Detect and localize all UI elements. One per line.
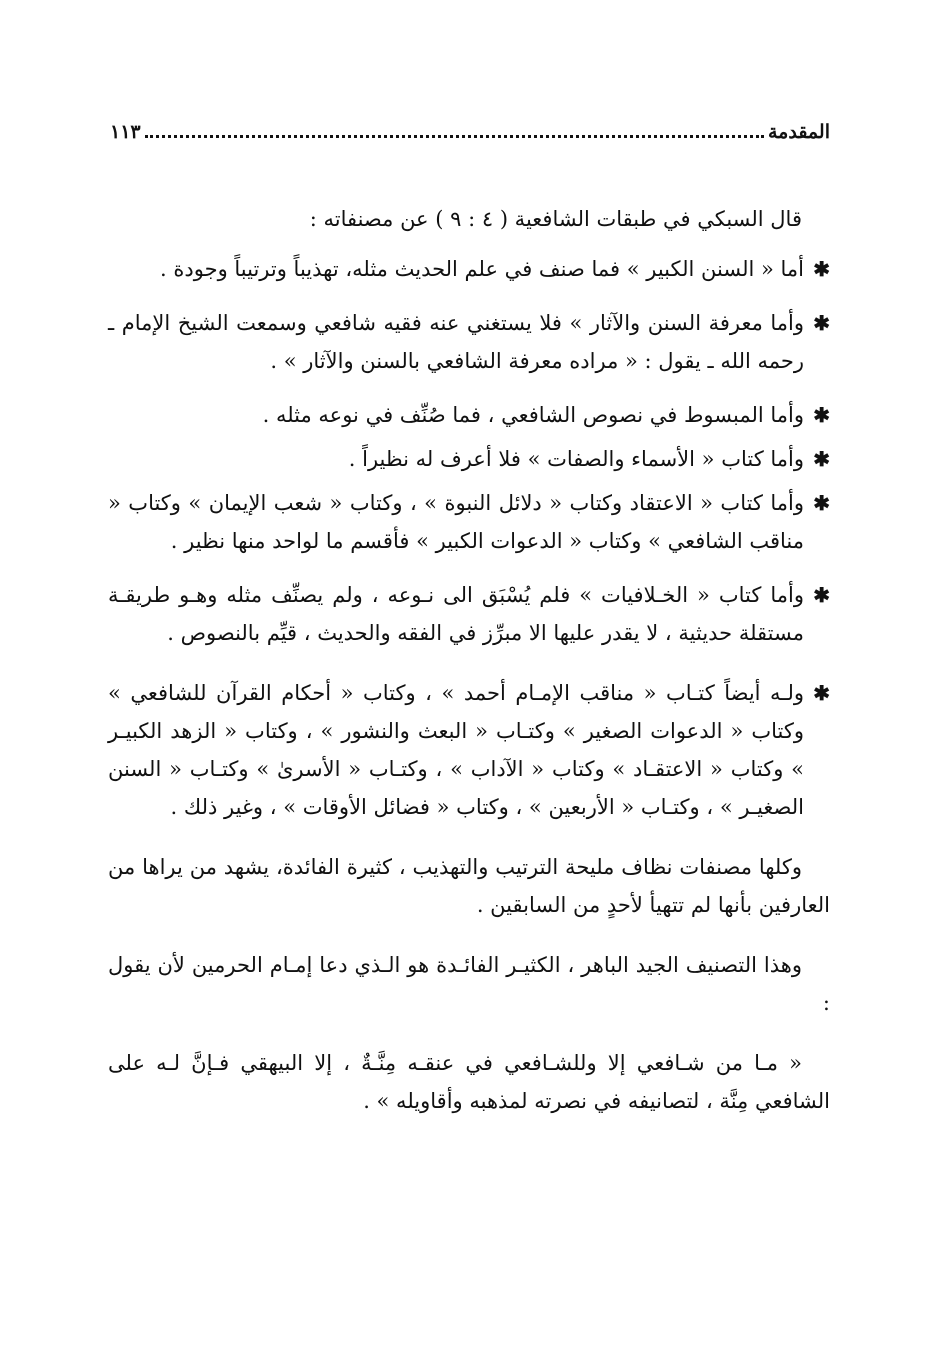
asterisk-icon: ✱ [813,257,830,281]
body-paragraph: وكلها مصنفات نظاف مليحة الترتيب والتهذيب ، كثيرة الفائدة، يشهد من يراها من العارفين بأنها لم تتهيأ لأحدٍ من السابقين . [108,855,830,917]
bullet-text: أما « السنن الكبير » فما صنف في علم الحديث مثله، تهذيباً وترتيباً وجودة . [160,257,804,281]
bullet-item [108,440,830,478]
asterisk-icon: ✱ [813,447,830,471]
asterisk-icon: ✱ [813,403,830,427]
body-paragraph: وهذا التصنيف الجيد الباهر ، الكثيـر الفائـدة هو الـذي دعا إمـام الحرمين لأن يقول : [108,953,830,1015]
quote-paragraph: « مـا من شـافعي إلا وللشـافعي في عنقـه مِنَّـةٌ ، إلا البيهقي فـإنَّ لـه على الشافعي مِنَّة ، لتصانيفه في نصرته لمذهبه وأقاويله » . [108,1051,830,1113]
asterisk-icon: ✱ [813,583,830,607]
bullet-text: وأما كتاب « الخـلافيات » فلم يُسْبَق الى نـوعه ، ولم يصنِّف مثله وهـو طريقـة مستقلة حديثية ، لا يقدر عليها الا مبرِّز في الفقه والحديث ، قيِّم بالنصوص . [108,583,804,645]
page-body [108,200,830,1136]
bullet-item [108,576,830,652]
leader-dots [145,135,764,138]
bullet-item [108,250,830,288]
intro-line: قال السبكي في طبقات الشافعية ( ٤ : ٩ ) عن مصنفاته : [309,207,802,231]
bullet-text: وأما كتاب « الأسماء والصفات » فلا أعرف له نظيراً . [348,447,804,471]
section-title: المقدمة [767,121,830,143]
page-number: ١١٣ [110,121,141,143]
asterisk-icon: ✱ [813,681,830,705]
bullet-text: وأما معرفة السنن والآثار » فلا يستغني عنه فقيه شافعي وسمعت الشيخ الإمام ـ رحمه الله ـ يقول : « مراده معرفة الشافعي بالسنن والآثار » . [108,311,804,373]
bullet-item [108,484,830,560]
asterisk-icon: ✱ [813,311,830,335]
bullet-text: وأما المبسوط في نصوص الشافعي ، فما صُنِّف في نوعه مثله . [262,403,804,427]
bullet-text: وأما كتاب « الاعتقاد وكتاب « دلائل النبوة » ، وكتاب « شعب الإيمان » وكتاب « مناقب الشافعي » وكتاب « الدعوات الكبير » فأقسم ما لواحد منها نظير . [108,491,804,553]
bullet-item [108,396,830,434]
bullet-item [108,674,830,826]
running-header [110,112,830,144]
bullet-text: ولـه أيضاً كتـاب « مناقب الإمـام أحمد » ، وكتاب « أحكام القرآن للشافعي » وكتاب « الدعوات الصغير » وكتـاب « البعث والنشور » ، وكتاب « الزهد الكبيـر » وكتاب « الاعتقـاد » وكتاب « الآداب » ، وكتـاب « الأسرىٰ » وكتـاب « السنن الصغيـر » ، وكتـاب « الأربعين » ، وكتاب « فضائل الأوقات » ، وغير ذلك . [108,681,804,819]
asterisk-icon: ✱ [813,491,830,515]
bullet-item [108,304,830,380]
